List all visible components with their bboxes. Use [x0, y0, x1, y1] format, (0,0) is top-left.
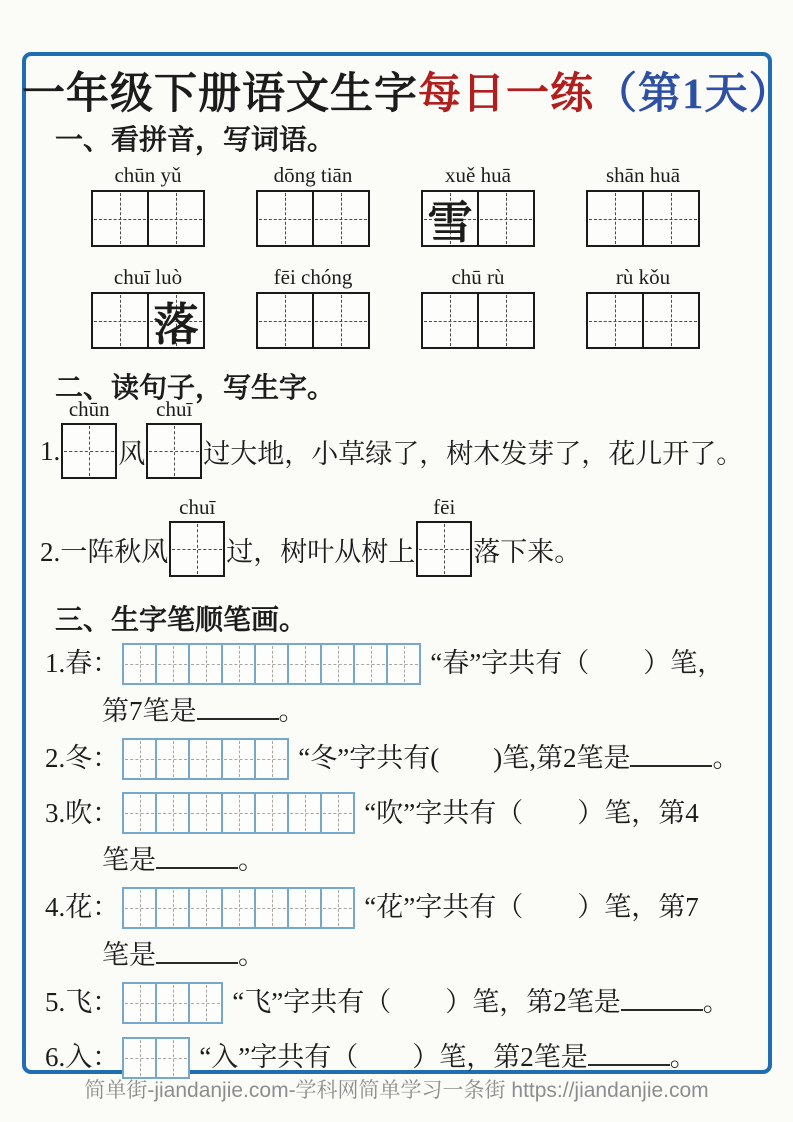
word-pinyin: fēi chóng — [273, 265, 353, 289]
stroke-cell — [124, 794, 155, 832]
title-course-text: 一年级下册语文生字 — [22, 71, 418, 118]
stroke-cell — [155, 889, 188, 927]
word-group — [586, 264, 700, 349]
stroke-cell — [254, 889, 287, 927]
title-day-text: （第1天） — [594, 71, 793, 118]
stroke-item-line1 — [45, 790, 755, 839]
stroke-question-text: “飞”字共有（ ）笔，第2笔是 — [232, 987, 621, 1018]
stroke-grid — [122, 887, 355, 929]
word-pinyin: dōng tiān — [273, 163, 353, 187]
answer-box — [416, 495, 472, 577]
stroke-cell — [188, 794, 221, 832]
answer-box — [146, 397, 202, 479]
stroke-cell — [221, 740, 254, 778]
word-pinyin: chūn yǔ — [114, 163, 182, 187]
stroke-cell — [287, 645, 320, 683]
stroke-item-line1 — [45, 735, 755, 784]
stroke-cell — [320, 645, 353, 683]
stroke-cell — [188, 984, 221, 1022]
stroke-cell — [155, 740, 188, 778]
writing-cell — [588, 294, 642, 347]
word-group — [91, 264, 205, 349]
stroke-grid — [122, 738, 289, 780]
stroke-cell — [320, 794, 353, 832]
stroke-question-text: “入”字共有（ ）笔，第2笔是 — [199, 1041, 588, 1072]
stroke-item-line1 — [45, 979, 755, 1028]
section2-heading: 二、读句子，写生字。 — [55, 373, 336, 404]
answer-box — [61, 397, 117, 479]
sentence-line — [40, 495, 582, 577]
prefilled-character: 落 — [153, 300, 199, 350]
stroke-cell — [124, 740, 155, 778]
stroke-question-text: 。 — [278, 695, 306, 726]
writing-grid — [586, 292, 700, 349]
stroke-cell — [188, 889, 221, 927]
stroke-grid — [122, 643, 421, 685]
answer-box — [169, 495, 225, 577]
section3-stroke-items — [45, 640, 755, 1089]
stroke-item-label: 3.吹： — [45, 797, 120, 828]
writing-cell — [477, 192, 533, 245]
word-group — [256, 162, 370, 247]
stroke-cell — [124, 645, 155, 683]
writing-grid — [421, 292, 535, 349]
sentence-text: 过，树叶从树上 — [226, 536, 416, 567]
title-series-text: 每日一练 — [418, 71, 594, 118]
writing-grid — [421, 190, 535, 247]
stroke-item-label: 2.冬： — [45, 742, 120, 773]
word-group — [586, 162, 700, 247]
word-group — [91, 162, 205, 247]
writing-grid — [256, 190, 370, 247]
stroke-item-label: 4.花： — [45, 892, 120, 923]
writing-grid — [91, 292, 205, 349]
sentence-text: 2.一阵秋风 — [40, 536, 169, 567]
writing-cell — [477, 294, 533, 347]
stroke-cell — [287, 794, 320, 832]
writing-cell — [258, 294, 312, 347]
footer-watermark: 简单街-jiandanjie.com-学科网简单学习一条街 https://jiandanjie.com — [84, 1079, 709, 1102]
answer-box-pinyin: chuī — [156, 397, 193, 421]
writing-cell — [93, 192, 147, 245]
stroke-question-text: 。 — [669, 1041, 697, 1072]
stroke-question-text: “春”字共有（ ）笔， — [430, 648, 725, 678]
writing-cell — [258, 192, 312, 245]
page-title — [22, 60, 793, 121]
sentence-text: 过大地，小草绿了，树木发芽了，花儿开了。 — [203, 438, 744, 469]
stroke-grid — [122, 792, 355, 834]
writing-cell — [312, 192, 368, 245]
stroke-question-text: 。 — [238, 940, 265, 971]
stroke-question-text: “冬”字共有( )笔,第2笔是 — [298, 742, 631, 773]
stroke-cell — [155, 1039, 188, 1077]
writing-grid — [91, 190, 205, 247]
stroke-question-text: 。 — [238, 845, 265, 876]
sentence-text: 1. — [40, 435, 61, 466]
stroke-item-line2 — [102, 693, 755, 729]
word-group — [421, 264, 535, 349]
writing-cell — [642, 192, 698, 245]
stroke-cell — [320, 889, 353, 927]
stroke-item — [45, 884, 755, 973]
section3-heading: 三、生字笔顺笔画。 — [55, 605, 308, 636]
stroke-item-line2 — [102, 937, 755, 973]
stroke-cell — [155, 794, 188, 832]
writing-cell — [423, 294, 477, 347]
writing-cell — [93, 294, 147, 347]
writing-cell — [147, 294, 203, 350]
stroke-cell — [254, 740, 287, 778]
stroke-cell — [155, 984, 188, 1022]
writing-cell — [147, 192, 203, 245]
answer-box-pinyin: chūn — [68, 397, 110, 421]
writing-grid — [586, 190, 700, 247]
writing-grid — [256, 292, 370, 349]
answer-box-pinyin: fēi — [433, 495, 456, 519]
answer-blank — [197, 715, 279, 720]
stroke-cell — [221, 794, 254, 832]
section1-heading: 一、看拼音，写词语。 — [55, 125, 336, 156]
stroke-item-line2 — [102, 842, 755, 878]
stroke-cell — [221, 889, 254, 927]
section1-word-grids — [57, 162, 747, 349]
answer-blank — [630, 762, 712, 767]
stroke-item-label: 1.春： — [45, 648, 120, 678]
stroke-question-text: 笔是 — [102, 940, 156, 971]
stroke-item-label: 6.入： — [45, 1041, 120, 1072]
writing-cell — [642, 294, 698, 347]
answer-blank — [621, 1006, 703, 1011]
stroke-question-text: 。 — [702, 987, 730, 1018]
word-pinyin: chuī luò — [113, 265, 183, 289]
sentence-text: 风 — [118, 438, 146, 469]
sentence-text: 落下来。 — [473, 536, 582, 567]
stroke-cell — [124, 889, 155, 927]
word-group — [421, 162, 535, 247]
stroke-item-line1 — [45, 640, 755, 689]
stroke-question-text: “花”字共有（ ）笔，第7 — [364, 892, 699, 923]
stroke-cell — [287, 889, 320, 927]
stroke-cell — [353, 645, 386, 683]
writing-cell — [588, 192, 642, 245]
stroke-question-text: “吹”字共有（ ）笔，第4 — [364, 797, 699, 828]
stroke-item — [45, 790, 755, 879]
prefilled-character: 雪 — [427, 198, 473, 248]
stroke-question-text: 。 — [712, 742, 740, 773]
stroke-item — [45, 640, 755, 729]
stroke-cell — [254, 645, 287, 683]
stroke-item-label: 5.飞： — [45, 987, 120, 1018]
stroke-grid — [122, 1037, 190, 1079]
word-pinyin: chū rù — [451, 265, 505, 289]
word-pinyin: rù kǒu — [615, 265, 671, 289]
stroke-cell — [386, 645, 419, 683]
stroke-cell — [188, 645, 221, 683]
stroke-cell — [221, 645, 254, 683]
answer-blank — [156, 959, 238, 964]
writing-cell — [423, 192, 477, 248]
word-group — [256, 264, 370, 349]
answer-blank — [156, 864, 238, 869]
word-pinyin: xuě huā — [445, 163, 511, 187]
word-pinyin: shān huā — [605, 163, 681, 187]
stroke-cell — [188, 740, 221, 778]
stroke-question-text: 第7笔是 — [102, 695, 197, 726]
answer-blank — [588, 1061, 670, 1066]
stroke-cell — [254, 794, 287, 832]
stroke-item — [45, 979, 755, 1028]
stroke-item — [45, 735, 755, 784]
answer-box-pinyin: chuī — [179, 495, 216, 519]
stroke-cell — [155, 645, 188, 683]
stroke-question-text: 笔是 — [102, 845, 156, 876]
stroke-grid — [122, 982, 223, 1024]
writing-cell — [312, 294, 368, 347]
stroke-cell — [124, 1039, 155, 1077]
stroke-item-line1 — [45, 884, 755, 933]
stroke-cell — [124, 984, 155, 1022]
sentence-line — [40, 397, 744, 479]
